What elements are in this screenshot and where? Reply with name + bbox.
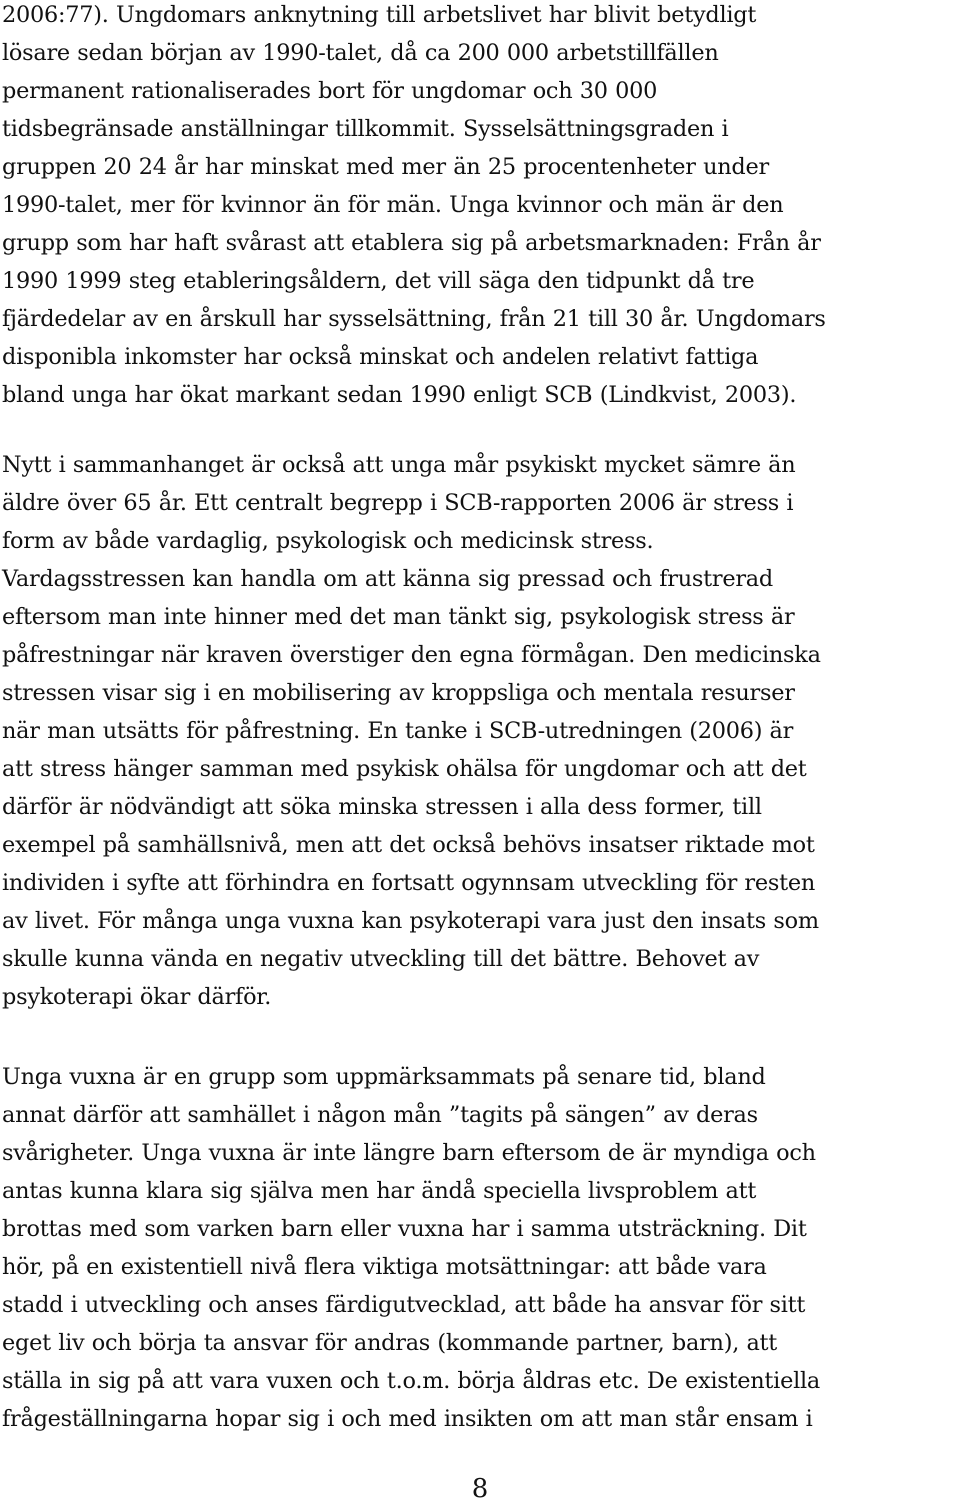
text-line: Unga vuxna är en grupp som uppmärksammats på senare tid, bland xyxy=(2,1064,766,1090)
text-line: frågeställningarna hopar sig i och med insikten om att man står ensam i xyxy=(2,1406,813,1432)
text-line: Vardagsstressen kan handla om att känna sig pressad och frustrerad xyxy=(2,566,773,592)
page-number: 8 xyxy=(471,1474,489,1504)
text-line: stadd i utveckling och anses färdigutvecklad, att både ha ansvar för sitt xyxy=(2,1292,806,1318)
text-line: svårigheter. Unga vuxna är inte längre barn eftersom de är myndiga och xyxy=(2,1140,816,1166)
paragraph-stress xyxy=(2,446,952,1016)
text-line: 2006:77). Ungdomars anknytning till arbetslivet har blivit betydligt xyxy=(2,2,757,28)
text-line: bland unga har ökat markant sedan 1990 enligt SCB (Lindkvist, 2003). xyxy=(2,382,797,408)
text-line: form av både vardaglig, psykologisk och medicinsk stress. xyxy=(2,528,654,554)
text-line: psykoterapi ökar därför. xyxy=(2,984,272,1010)
text-line: ställa in sig på att vara vuxen och t.o.m. börja åldras etc. De existentiella xyxy=(2,1368,820,1394)
text-line: permanent rationaliserades bort för ungdomar och 30 000 xyxy=(2,78,658,104)
paragraph-youth-labour-market xyxy=(2,0,952,414)
text-line: fjärdedelar av en årskull har sysselsättning, från 21 till 30 år. Ungdomars xyxy=(2,306,826,332)
text-line: äldre över 65 år. Ett centralt begrepp i SCB-rapporten 2006 är stress i xyxy=(2,490,794,516)
text-line: annat därför att samhället i någon mån ”tagits på sängen” av deras xyxy=(2,1102,758,1128)
text-line: hör, på en existentiell nivå flera viktiga motsättningar: att både vara xyxy=(2,1254,767,1280)
text-line: tidsbegränsade anställningar tillkommit. Sysselsättningsgraden i xyxy=(2,116,729,142)
text-line: Nytt i sammanhanget är också att unga mår psykiskt mycket sämre än xyxy=(2,452,796,478)
text-line: antas kunna klara sig själva men har ändå speciella livsproblem att xyxy=(2,1178,757,1204)
text-line: skulle kunna vända en negativ utveckling till det bättre. Behovet av xyxy=(2,946,760,972)
text-line: exempel på samhällsnivå, men att det också behövs insatser riktade mot xyxy=(2,832,815,858)
text-line: disponibla inkomster har också minskat och andelen relativt fattiga xyxy=(2,344,759,370)
text-line: av livet. För många unga vuxna kan psykoterapi vara just den insats som xyxy=(2,908,819,934)
paragraph-young-adults xyxy=(2,1058,952,1438)
text-line: stressen visar sig i en mobilisering av kroppsliga och mentala resurser xyxy=(2,680,795,706)
text-line: grupp som har haft svårast att etablera sig på arbetsmarknaden: Från år xyxy=(2,230,821,256)
text-line: påfrestningar när kraven överstiger den egna förmågan. Den medicinska xyxy=(2,642,821,668)
text-line: lösare sedan början av 1990-talet, då ca 200 000 arbetstillfällen xyxy=(2,40,719,66)
text-line: gruppen 20 24 år har minskat med mer än 25 procentenheter under xyxy=(2,154,769,180)
text-line: därför är nödvändigt att söka minska stressen i alla dess former, till xyxy=(2,794,762,820)
text-line: individen i syfte att förhindra en fortsatt ogynnsam utveckling för resten xyxy=(2,870,816,896)
text-line: när man utsätts för påfrestning. En tanke i SCB-utredningen (2006) är xyxy=(2,718,794,744)
text-line: 1990-talet, mer för kvinnor än för män. Unga kvinnor och män är den xyxy=(2,192,784,218)
text-line: eget liv och börja ta ansvar för andras (kommande partner, barn), att xyxy=(2,1330,778,1356)
text-line: att stress hänger samman med psykisk ohälsa för ungdomar och att det xyxy=(2,756,807,782)
text-line: eftersom man inte hinner med det man tänkt sig, psykologisk stress är xyxy=(2,604,795,630)
text-line: brottas med som varken barn eller vuxna har i samma utsträckning. Dit xyxy=(2,1216,807,1242)
text-line: 1990 1999 steg etableringsåldern, det vill säga den tidpunkt då tre xyxy=(2,268,755,294)
